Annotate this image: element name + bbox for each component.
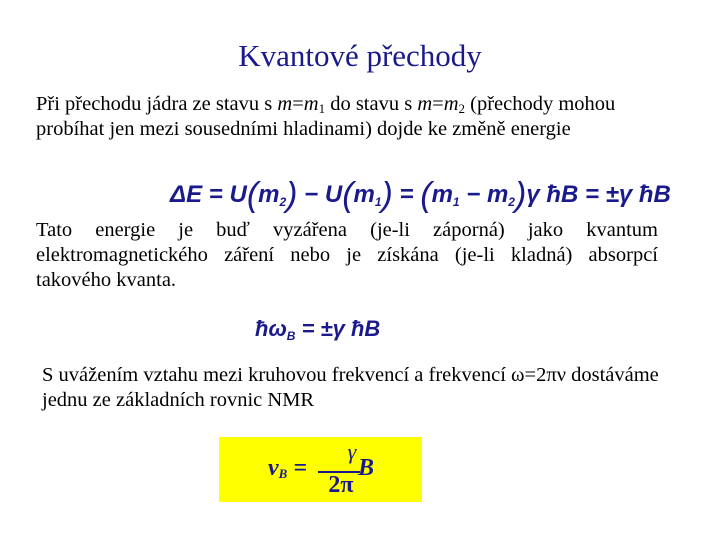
fraction-numerator: γ — [347, 439, 357, 464]
slide-title: Kvantové přechody — [238, 38, 482, 73]
photon-energy-equation: $ħ\omega_B = \pm\gamma$ ħB — [255, 316, 381, 343]
fraction-denominator: 2π — [328, 472, 354, 498]
energy-change-equation: $\Delta E = U(m_2) - U(m_1) = (m_1 - m_2)\gamma$ ħB = ±γ ħB — [170, 176, 671, 214]
paragraph-energy: Tato energie je buď vyzářena (je-li záporná) jako kvantum elektromagnetického záření nebo je získána (je-li kladná) absorpcí takového kvanta. — [36, 219, 658, 291]
paragraph-intro: Při přechodu jádra ze stavu s $m=m_1$ do stavu s $m=m_2$ (přechody mohou probíhat jen mezi sousedními hladinami) dojde ke změně energie — [36, 93, 616, 140]
equation-rhs: B — [358, 455, 375, 481]
paragraph-frequency: S uvážením vztahu mezi kruhovou frekvencí a frekvencí ω=2πν dostáváme jednu ze základních rovnic NMR — [42, 364, 659, 411]
equation-lhs: $\nu_B$ = — [268, 455, 308, 481]
